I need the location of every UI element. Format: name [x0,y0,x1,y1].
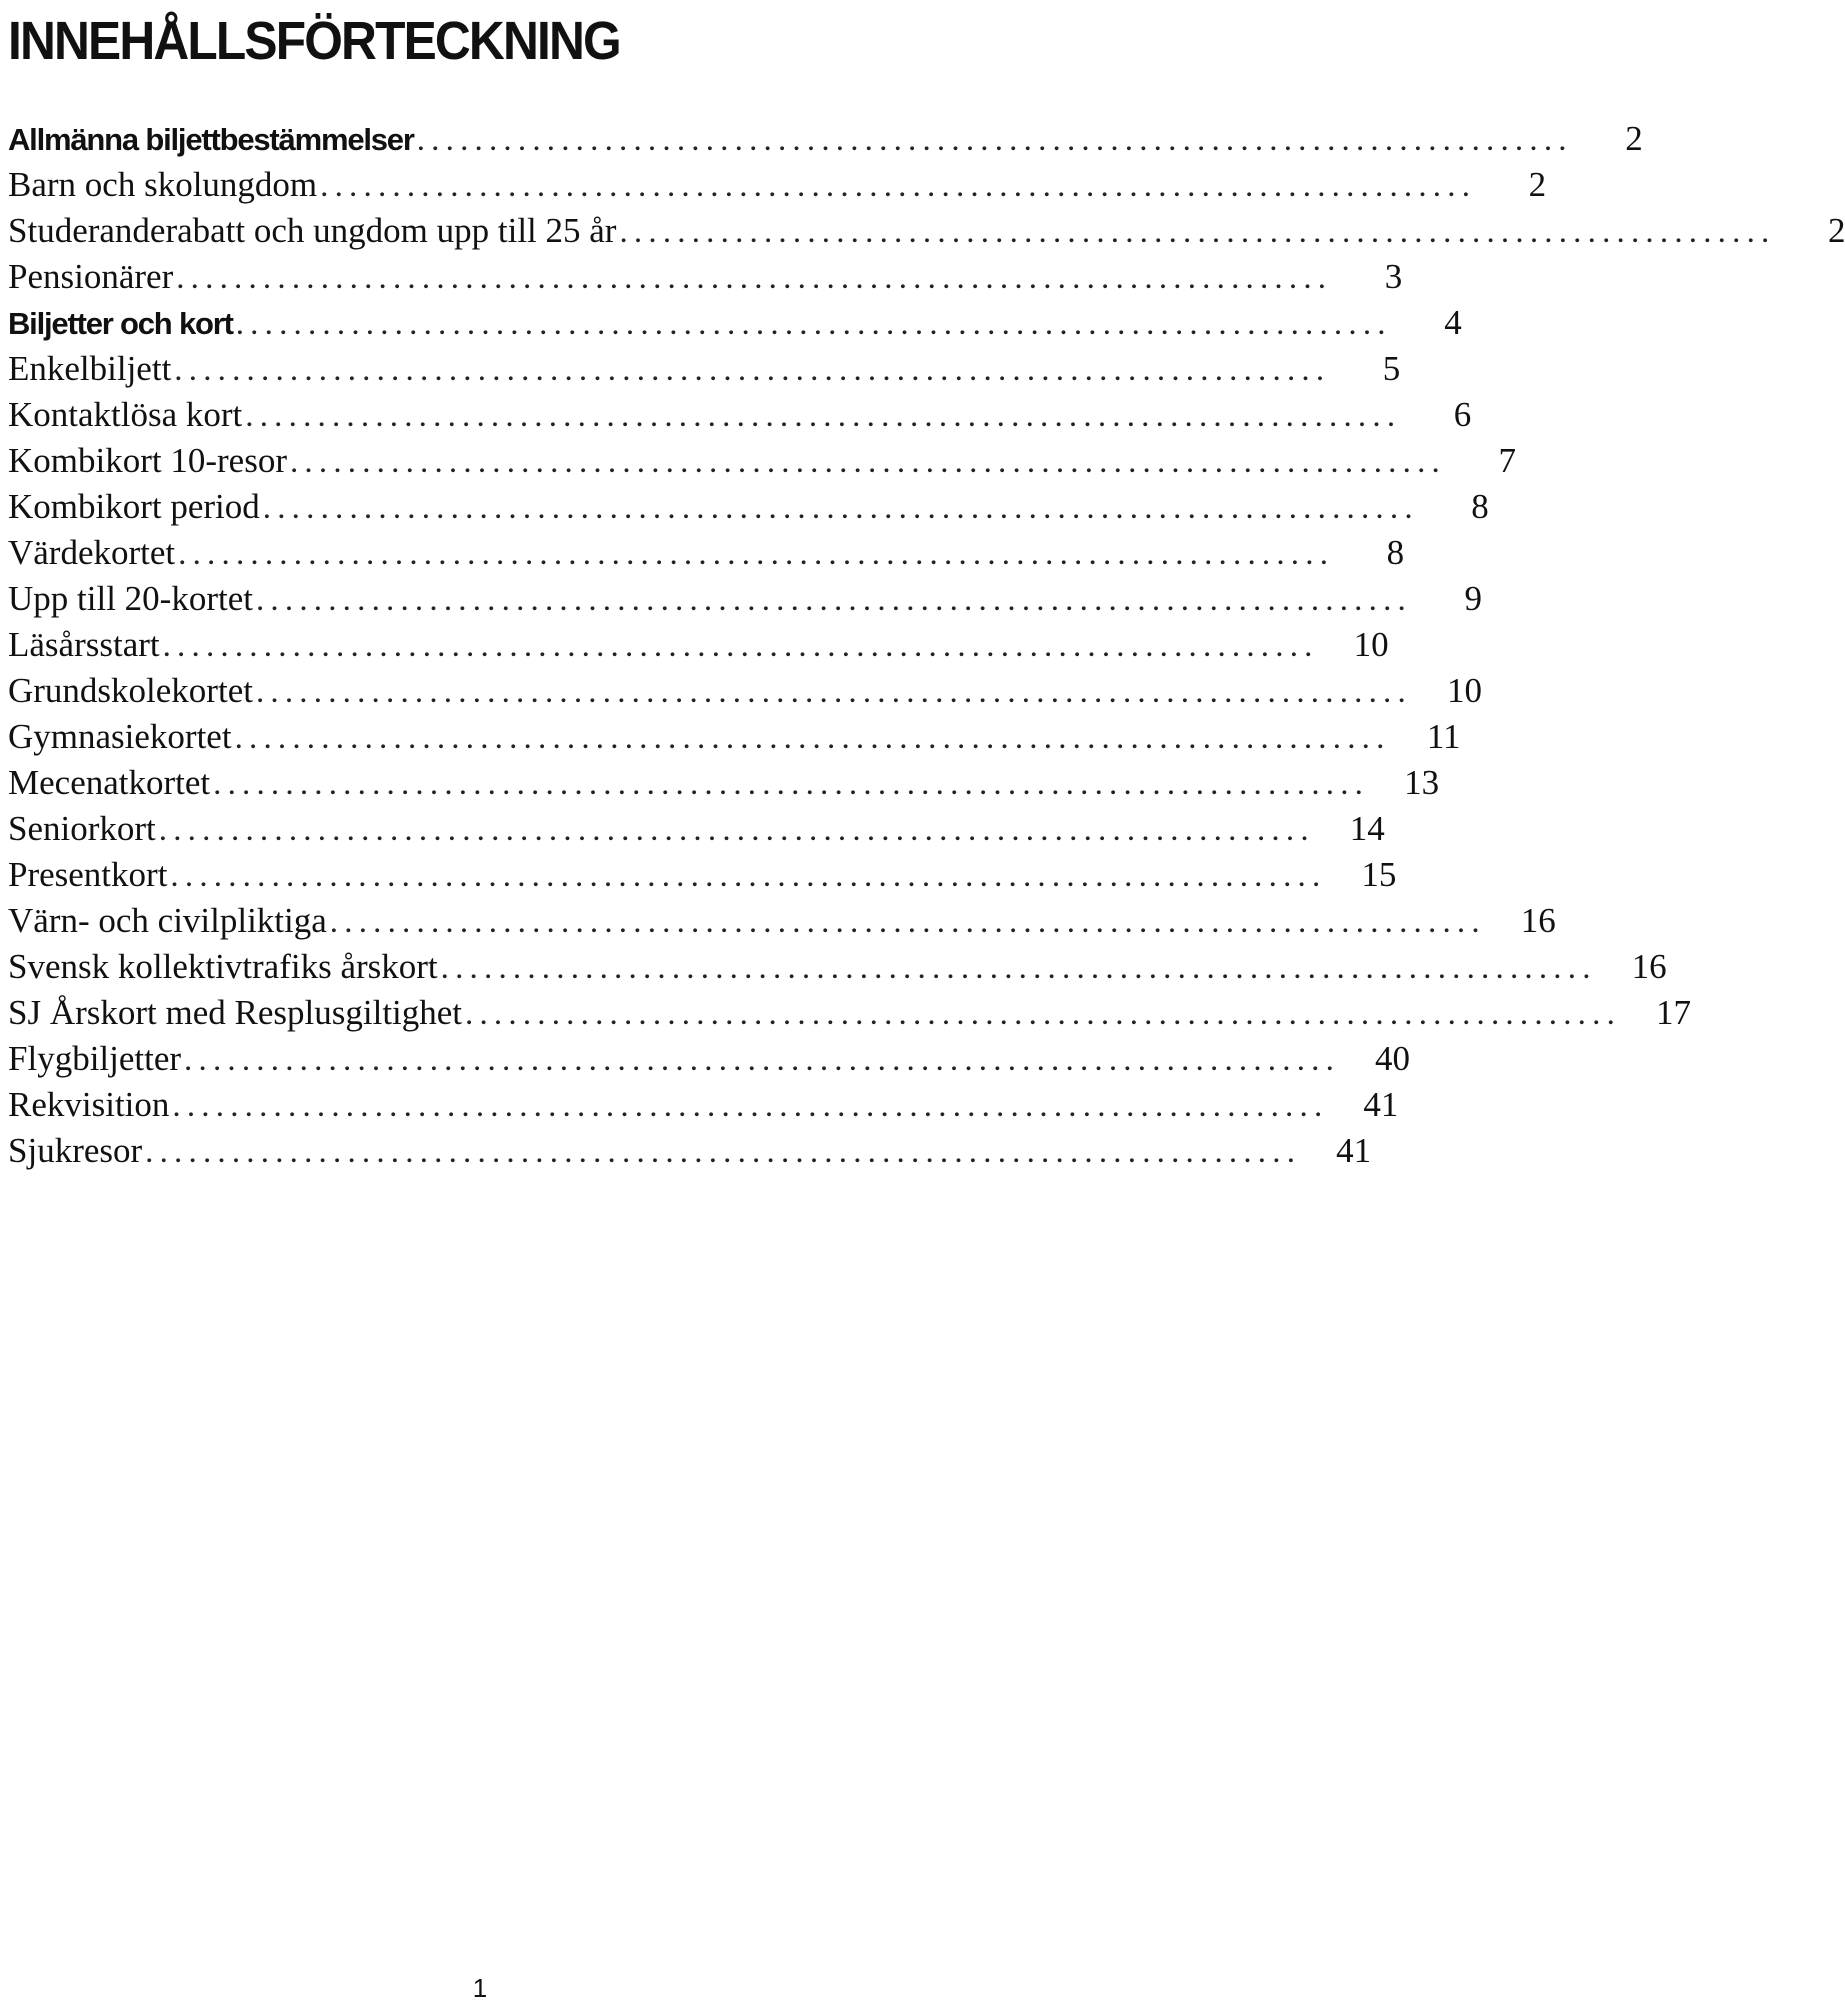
toc-entry [8,530,1405,576]
toc-dot-leader: ................................................................................ [235,306,1392,342]
toc-dot-leader: ................................................................................ [172,1088,1329,1124]
toc-entry-page: 16 [1631,947,1667,986]
toc-entry [8,392,1472,438]
toc-entry-page: 14 [1349,809,1385,848]
toc-entry-page: 11 [1426,717,1461,756]
toc-dot-leader: ................................................................................ [255,674,1412,710]
toc-entry-label: Pensionärer [8,257,174,296]
toc-entry-label: Kombikort period [8,487,260,526]
toc-dot-leader: ................................................................................ [262,490,1419,526]
toc-entry-page: 10 [1446,671,1482,710]
toc-entry-page: 7 [1498,441,1516,480]
toc-entry [8,668,1482,714]
toc-dot-leader: ................................................................................ [255,582,1412,618]
toc-entry [8,346,1401,392]
toc-entry-label: Sjukresor [8,1131,143,1170]
toc-entry-label: Gymnasiekortet [8,717,232,756]
toc-entry [8,760,1440,806]
toc-entry-page: 16 [1520,901,1556,940]
toc-entry [8,852,1397,898]
toc-entry [8,1082,1399,1128]
toc-dot-leader: ................................................................................ [158,812,1315,848]
toc-entry [8,484,1489,530]
toc-dot-leader: ................................................................................ [178,536,1335,572]
toc-dot-leader: ................................................................................ [184,1042,1341,1078]
toc-dot-leader: ................................................................................ [176,260,1333,296]
toc-entry-page: 2 [1625,119,1643,158]
toc-entry-label: Värdekortet [8,533,176,572]
toc-entry-label: Flygbiljetter [8,1039,182,1078]
toc-dot-leader: ................................................................................ [162,628,1319,664]
toc-entry-label: Enkelbiljett [8,349,172,388]
toc-entry-page: 40 [1375,1039,1411,1078]
toc-entry [8,162,1547,208]
toc-entry [8,622,1389,668]
toc-dot-leader: ................................................................................ [440,950,1597,986]
toc-dot-leader: ................................................................................ [465,996,1622,1032]
toc-entry-label: Kombikort 10-resor [8,441,287,480]
toc-entry [8,438,1516,484]
toc-entry-label: Kontaktlösa kort [8,395,243,434]
toc-dot-leader: ................................................................................ [619,214,1776,250]
toc-dot-leader: ................................................................................ [174,352,1331,388]
toc-dot-leader: ................................................................................ [213,766,1370,802]
toc-entry-page: 2 [1528,165,1547,204]
toc-entry [8,254,1403,300]
toc-entry-page: 3 [1384,257,1403,296]
toc-entry-label: Upp till 20-kortet [8,579,253,618]
toc-dot-leader: ................................................................................ [234,720,1391,756]
toc-entry [8,898,1556,944]
toc-entry-page: 41 [1336,1131,1372,1170]
toc-entry-page: 41 [1363,1085,1399,1124]
toc-entry-label: Rekvisition [8,1085,170,1124]
toc-entry-label: Barn och skolungdom [8,165,318,204]
page-number: 1 [472,1973,488,2003]
toc-entry-label: Värn- och civilpliktiga [8,901,327,940]
toc-entry-label: Presentkort [8,855,168,894]
toc-entry [8,1036,1411,1082]
toc-entry [8,990,1692,1036]
toc-entry [8,208,1845,254]
toc-entry [8,300,1462,346]
toc-entry [8,944,1667,990]
page-title: INNEHÅLLSFÖRTECKNING [8,11,620,71]
toc-entry-page: 15 [1361,855,1397,894]
toc-entry-label: Allmänna biljettbestämmelser [8,122,414,157]
toc-entry-label: Mecenatkortet [8,763,211,802]
toc-entry-page: 10 [1353,625,1389,664]
toc-entry-label: SJ Årskort med Resplusgiltighet [8,993,463,1032]
toc-dot-leader: ................................................................................ [320,168,1477,204]
toc-entry [8,116,1643,162]
toc-entry-page: 6 [1453,395,1472,434]
toc-dot-leader: ................................................................................ [329,904,1486,940]
toc-entry-label: Biljetter och kort [8,306,233,341]
table-of-contents [8,116,1845,1174]
toc-entry-label: Grundskolekortet [8,671,253,710]
toc-entry [8,714,1461,760]
toc-dot-leader: ................................................................................ [289,444,1446,480]
toc-entry [8,576,1482,622]
toc-entry-page: 9 [1464,579,1482,618]
toc-dot-leader: ................................................................................ [145,1134,1302,1170]
toc-entry-page: 8 [1471,487,1489,526]
toc-dot-leader: ................................................................................ [245,398,1402,434]
toc-entry-page: 8 [1386,533,1405,572]
toc-entry-page: 2 [1827,211,1845,250]
toc-dot-leader: ................................................................................ [170,858,1327,894]
toc-entry-label: Studeranderabatt och ungdom upp till 25 år [8,211,617,250]
toc-entry-label: Svensk kollektivtrafiks årskort [8,947,438,986]
toc-entry-label: Seniorkort [8,809,156,848]
toc-entry-page: 4 [1444,303,1462,342]
toc-entry-page: 17 [1656,993,1692,1032]
toc-entry [8,806,1385,852]
toc-entry [8,1128,1372,1174]
toc-entry-page: 13 [1404,763,1440,802]
toc-entry-page: 5 [1382,349,1401,388]
toc-entry-label: Läsårsstart [8,625,160,664]
toc-dot-leader: ................................................................................ [416,122,1573,158]
